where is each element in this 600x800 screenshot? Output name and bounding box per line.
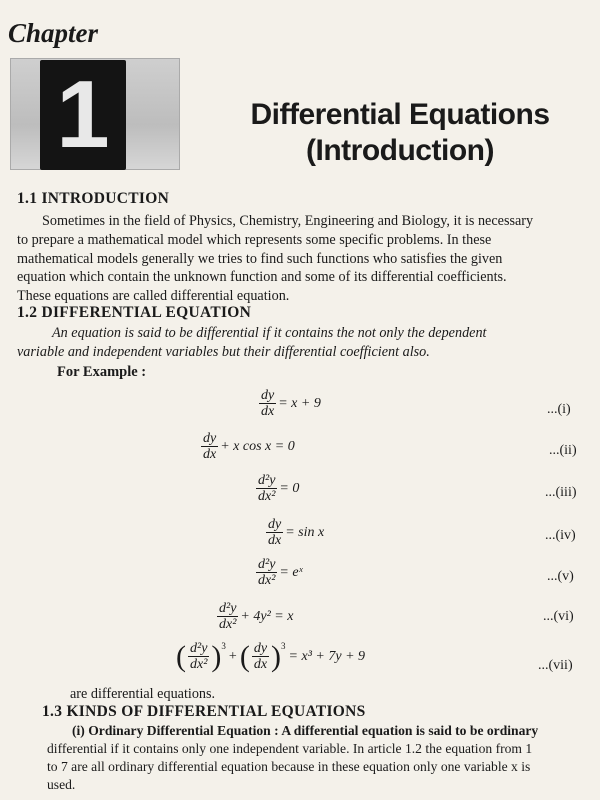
- for-example-label: For Example :: [57, 364, 147, 380]
- chapter-title: [205, 97, 595, 169]
- chapter-title-line2: (Introduction): [306, 134, 494, 167]
- equation-7-label: ...(vii): [538, 658, 573, 673]
- intro-line-3: mathematical models generally we tries to find such functions who satisfies the given: [17, 250, 503, 267]
- equation-2: [199, 431, 295, 462]
- eq7-denominator-1: dx²: [190, 657, 208, 672]
- definition-line-2: variable and independent variables but their differential coefficient also.: [17, 343, 430, 360]
- eq7-exponent-1: 3: [221, 641, 226, 651]
- intro-line-4: equation which contain the unknown function and some of its differential coefficients.: [17, 269, 507, 286]
- are-differential-text: are differential equations.: [70, 686, 216, 702]
- intro-line-2: to prepare a mathematical model which represents some specific problems. In these: [17, 231, 492, 248]
- equation-1-label: ...(i): [547, 402, 571, 417]
- equation-4: [264, 517, 324, 548]
- eq4-numerator: dy: [268, 517, 282, 532]
- eq6-rhs: + 4y² = x: [240, 608, 294, 624]
- eq1-numerator: dy: [261, 388, 275, 403]
- ode-line-1: [47, 722, 587, 740]
- equation-2-label: ...(ii): [549, 443, 577, 458]
- chapter-number: 1: [40, 60, 126, 170]
- eq7-exponent-2: 3: [281, 641, 286, 651]
- section-heading-introduction: 1.1 INTRODUCTION: [17, 190, 170, 207]
- intro-paragraph: [17, 212, 589, 306]
- eq7-denominator-2: dx: [253, 657, 268, 672]
- equation-3-label: ...(iii): [545, 485, 577, 500]
- section-heading-differential-equation: 1.2 DIFFERENTIAL EQUATION: [17, 304, 252, 321]
- ode-line-3: to 7 are all ordinary differential equation because in these equation only one variable x is: [47, 759, 531, 774]
- equation-6: [215, 601, 293, 632]
- eq2-denominator: dx: [203, 447, 217, 462]
- equation-5-label: ...(v): [547, 569, 574, 584]
- ode-line-1-text: (i) Ordinary Differential Equation : A differential equation is said to be ordinary: [72, 723, 539, 738]
- intro-line-1: Sometimes in the field of Physics, Chemistry, Engineering and Biology, it is necessary: [42, 213, 534, 229]
- eq5-rhs: = eˣ: [279, 564, 303, 580]
- ode-line-4: used.: [47, 777, 76, 792]
- chapter-label: Chapter: [8, 18, 99, 48]
- eq7-rhs: = x³ + 7y + 9: [288, 648, 366, 664]
- eq1-rhs: = x + 9: [278, 395, 321, 411]
- equation-4-label: ...(iv): [545, 528, 576, 543]
- eq4-denominator: dx: [268, 533, 282, 548]
- eq1-denominator: dx: [261, 404, 275, 419]
- eq2-numerator: dy: [203, 431, 217, 446]
- equation-1: [257, 388, 321, 419]
- eq5-denominator: dx²: [258, 573, 276, 588]
- equation-5: [254, 557, 303, 588]
- ode-line-2: differential if it contains only one independent variable. In article 1.2 the equation from 1: [47, 741, 533, 756]
- eq4-rhs: = sin x: [285, 524, 325, 540]
- intro-line-5: These equations are called differential equation.: [17, 288, 290, 305]
- eq2-rhs: + x cos x = 0: [220, 438, 295, 454]
- eq5-numerator: d²y: [258, 557, 276, 572]
- definition-line-1: An equation is said to be differential if it contains the not only the dependent: [52, 325, 487, 341]
- definition-paragraph: [17, 324, 589, 362]
- equation-3: [254, 473, 299, 504]
- eq6-numerator: d²y: [219, 601, 237, 616]
- eq3-denominator: dx²: [258, 489, 276, 504]
- chapter-title-line1: Differential Equations: [250, 98, 550, 131]
- eq7-numerator-2: dy: [253, 641, 268, 656]
- equation-7: ( $\frac{\text{d²y}}{\text{dx²}}$ ) $^3$ + ( $\frac{dy}{dx}$ ) $^3$ = x³ + 7y + 9: [176, 639, 366, 673]
- equation-6-label: ...(vi): [543, 609, 574, 624]
- eq6-denominator: dx²: [219, 617, 237, 632]
- section-heading-kinds: 1.3 KINDS OF DIFFERENTIAL EQUATIONS: [42, 703, 366, 720]
- ode-paragraph: [47, 722, 587, 794]
- eq3-rhs: = 0: [279, 480, 300, 496]
- eq7-numerator-1: d²y: [190, 641, 208, 656]
- eq3-numerator: d²y: [258, 473, 276, 488]
